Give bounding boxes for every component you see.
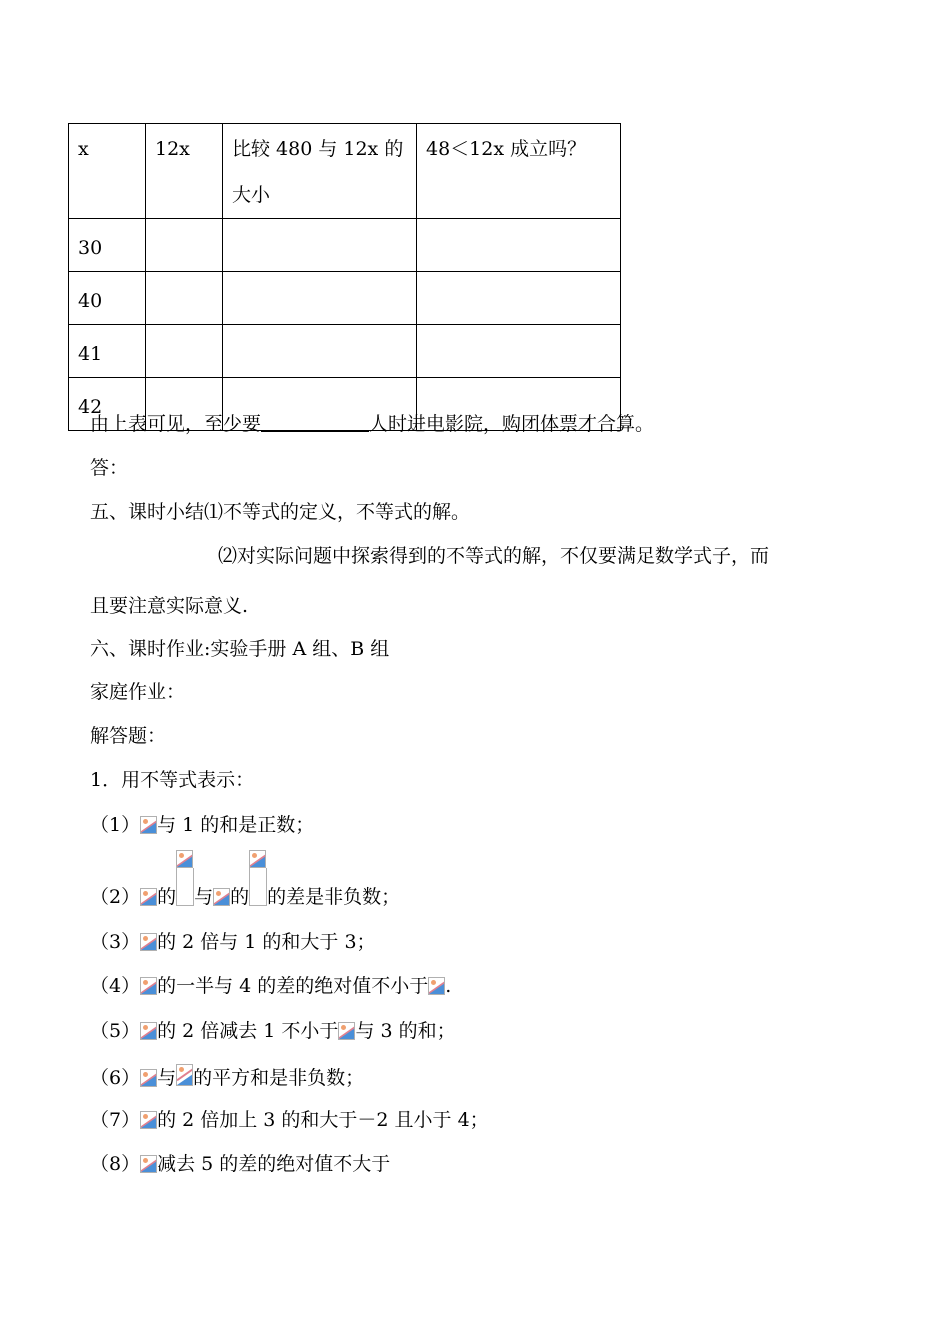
fraction-image-icon	[176, 886, 194, 906]
data-table	[68, 123, 621, 431]
summary-line-3: 且要注意实际意义.	[90, 595, 249, 617]
conclusion-line: 由上表可见，至少要 人时进电影院，购团体票才合算。	[90, 413, 655, 435]
fill-blank[interactable]	[261, 413, 369, 432]
formula-image-icon	[140, 1022, 157, 1040]
table-row-x: 42	[69, 378, 146, 431]
table-row-x: 41	[69, 325, 146, 378]
summary-line-1: 五、课时小结⑴不等式的定义，不等式的解。	[90, 501, 471, 523]
formula-image-icon	[140, 977, 157, 995]
family-homework: 家庭作业：	[90, 681, 186, 703]
item-3: （3） 的 2 倍与 1 的和大于 3；	[90, 931, 376, 953]
table-row-x: 40	[69, 272, 146, 325]
formula-image-icon	[428, 977, 445, 995]
homework-line: 六、课时作业:实验手册 A 组、B 组	[90, 638, 390, 660]
formula-image-icon	[140, 1069, 157, 1087]
item-6: （6） 与 的平方和是非负数；	[90, 1064, 364, 1090]
item-7: （7） 的 2 倍加上 3 的和大于－2 且小于 4；	[90, 1109, 489, 1131]
solve-heading: 解答题：	[90, 725, 167, 747]
formula-image-icon	[140, 933, 157, 951]
header-12x: 12x	[146, 124, 223, 219]
formula-image-icon	[338, 1022, 355, 1040]
header-holds: 48＜12x 成立吗？	[417, 124, 621, 219]
question-1: 1．用不等式表示：	[90, 769, 255, 791]
item-8: （8） 减去 5 的差的绝对值不大于	[90, 1153, 391, 1175]
header-compare: 比较 480 与 12x 的 大小	[223, 124, 417, 219]
item-4: （4） 的一半与 4 的差的绝对值不小于 .	[90, 975, 452, 997]
table-row-x: 30	[69, 219, 146, 272]
formula-image-icon	[140, 888, 157, 906]
formula-image-icon	[140, 1111, 157, 1129]
fraction-image-icon	[249, 886, 267, 906]
item-2: （2） 的 与 的 的差是非负数；	[90, 885, 400, 909]
answer-line: 答：	[90, 457, 129, 479]
summary-line-2: ⑵对实际问题中探索得到的不等式的解，不仅要满足数学式子，而	[218, 545, 770, 567]
formula-image-icon	[213, 888, 230, 906]
item-5: （5） 的 2 倍减去 1 不小于 与 3 的和；	[90, 1020, 456, 1042]
formula-image-icon	[140, 816, 157, 834]
header-x: x	[69, 124, 146, 219]
formula-image-icon	[176, 1064, 193, 1086]
formula-image-icon	[140, 1155, 157, 1173]
item-1: （1） 与 1 的和是正数；	[90, 814, 315, 836]
